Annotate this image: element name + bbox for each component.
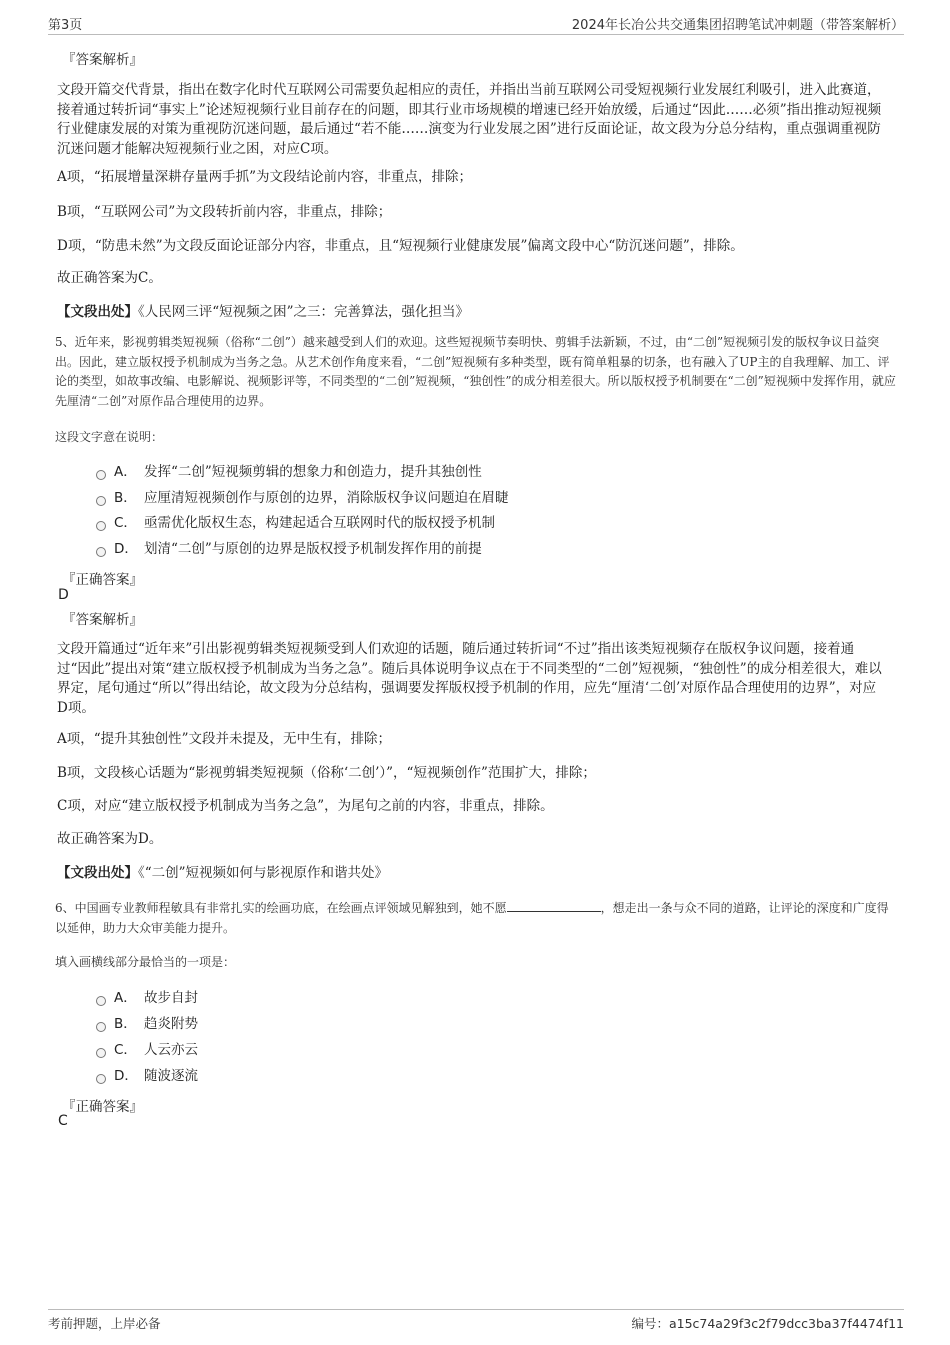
q5-option-c[interactable]: C． 亟需优化版权生态，构建起适合互联网时代的版权授予机制 <box>96 513 495 533</box>
radio-icon[interactable] <box>96 547 106 557</box>
q5-option-b-note: B项，文段核心话题为“影视剪辑类短视频（俗称‘二创’）”，“短视频创作”范围扩大，排除； <box>57 765 596 781</box>
radio-icon[interactable] <box>96 470 106 480</box>
q5-analysis-label: 『答案解析』 <box>62 612 143 628</box>
q5-correct-label: 『正确答案』 <box>62 572 143 588</box>
q4-option-d-note: D项，“防患未然”为文段反面论证部分内容，非重点，且“短视频行业健康发展”偏离文段中心“防沉迷问题”，排除。 <box>57 238 744 254</box>
q5-option-b[interactable]: B． 应厘清短视频创作与原创的边界，消除版权争议问题迫在眉睫 <box>96 488 509 508</box>
q5-conclusion: 故正确答案为D。 <box>57 831 163 847</box>
answer-blank <box>507 899 601 912</box>
radio-icon[interactable] <box>96 1048 106 1058</box>
document-code: 编号：a15c74a29f3c2f79dcc3ba37f4474f11 <box>631 1316 904 1331</box>
q5-analysis-text: 文段开篇通过“近年来”引出影视剪辑类短视频受到人们欢迎的话题，随后通过转折词“不过”指出该类短视频存在版权争议问题，接着通过“因此”提出对策“建立版权授予机制成为当务之急”。随后具体说明争议点在于不同类型的“二创”短视频，“独创性”的成分相差很大，难以界定，尾句通过“所以”得出结论，故文段为分总结构，强调要发挥版权授予机制的作用，应先“厘清‘二创’对原作品合理使用的边界”，对应D项。 <box>57 641 882 716</box>
q4-analysis-text: 文段开篇交代背景，指出在数字化时代互联网公司需要负起相应的责任，并指出当前互联网公司受短视频行业发展红利吸引，进入此赛道，接着通过转折词“事实上”论述短视频行业目前存在的问题，即其行业市场规模的增速已经开始放缓，后通过“因此……必须”指出推动短视频行业健康发展的对策为重视防沉迷问题，最后通过“若不能……演变为行业发展之困”进行反面论证，故文段为分总分结构，重点强调重视防沉迷问题才能解决短视频行业之困，对应C项。 <box>57 82 882 157</box>
radio-icon[interactable] <box>96 496 106 506</box>
q5-question: 5、近年来，影视剪辑类短视频（俗称“二创”）越来越受到人们的欢迎。这些短视频节奏明快、剪辑手法新颖，不过，由“二创”短视频引发的版权争议日益突出。因此，建立版权授予机制成为当务之急。从艺术创作角度来看，“二创”短视频有多种类型，既有简单粗暴的切条，也有融入了UP主的自我理解、加工、评论的类型，如故事改编、电影解说、视频影评等，不同类型的“二创”短视频，“独创性”的成分相差很大。所以版权授予机制要在“二创”短视频中发挥作用，就应先厘清“二创”对原作品合理使用的边界。 <box>55 335 896 408</box>
q4-conclusion: 故正确答案为C。 <box>57 270 162 286</box>
radio-icon[interactable] <box>96 521 106 531</box>
q4-source <box>57 302 887 322</box>
q6-option-d[interactable]: D． 随波逐流 <box>96 1066 198 1086</box>
page-footer <box>48 1309 904 1332</box>
q4-analysis-label: 『答案解析』 <box>62 52 143 68</box>
radio-icon[interactable] <box>96 1074 106 1084</box>
radio-icon[interactable] <box>96 1022 106 1032</box>
q4-source-text: 《人民网三评“短视频之困”之三：完善算法，强化担当》 <box>138 304 470 320</box>
q5-source <box>57 863 887 883</box>
q4-source-label: 【文段出处】 <box>57 304 138 320</box>
q6-prompt: 填入画横线部分最恰当的一项是： <box>55 955 236 969</box>
q5-option-a[interactable]: A． 发挥“二创”短视频剪辑的想象力和创造力，提升其独创性 <box>96 462 482 482</box>
q5-prompt: 这段文字意在说明： <box>55 430 164 444</box>
q6-question: 6、中国画专业教师程敏具有非常扎实的绘画功底，在绘画点评领域见解独到，她不愿 ，想走出一条与众不同的道路，让评论的深度和广度得以延伸，助力大众审美能力提升。 <box>55 901 889 935</box>
q5-option-a-note: A项，“提升其独创性”文段并未提及，无中生有，排除； <box>57 731 392 747</box>
q5-option-c-note: C项，对应“建立版权授予机制成为当务之急”，为尾句之前的内容，非重点，排除。 <box>57 798 554 814</box>
document-title: 2024年长冶公共交通集团招聘笔试冲刺题（带答案解析） <box>571 18 904 33</box>
q6-correct-answer: C <box>58 1113 68 1129</box>
q4-option-b-note: B项，“互联网公司”为文段转折前内容，非重点，排除； <box>57 204 392 220</box>
q4-option-a-note: A项，“拓展增量深耕存量两手抓”为文段结论前内容，非重点，排除； <box>57 169 473 185</box>
q6-option-a[interactable]: A． 故步自封 <box>96 988 198 1008</box>
q5-source-label: 【文段出处】 <box>57 865 138 881</box>
q6-option-c[interactable]: C． 人云亦云 <box>96 1040 198 1060</box>
page-number: 第3页 <box>48 18 83 33</box>
q5-option-d[interactable]: D． 划清“二创”与原创的边界是版权授予机制发挥作用的前提 <box>96 539 482 559</box>
q5-source-text: 《“二创”短视频如何与影视原作和谐共处》 <box>138 865 389 881</box>
footer-slogan: 考前押题，上岸必备 <box>48 1316 161 1331</box>
q6-correct-label: 『正确答案』 <box>62 1099 143 1115</box>
radio-icon[interactable] <box>96 996 106 1006</box>
q5-correct-answer: D <box>58 587 69 603</box>
q6-option-b[interactable]: B． 趋炎附势 <box>96 1014 198 1034</box>
page-header <box>48 14 904 35</box>
